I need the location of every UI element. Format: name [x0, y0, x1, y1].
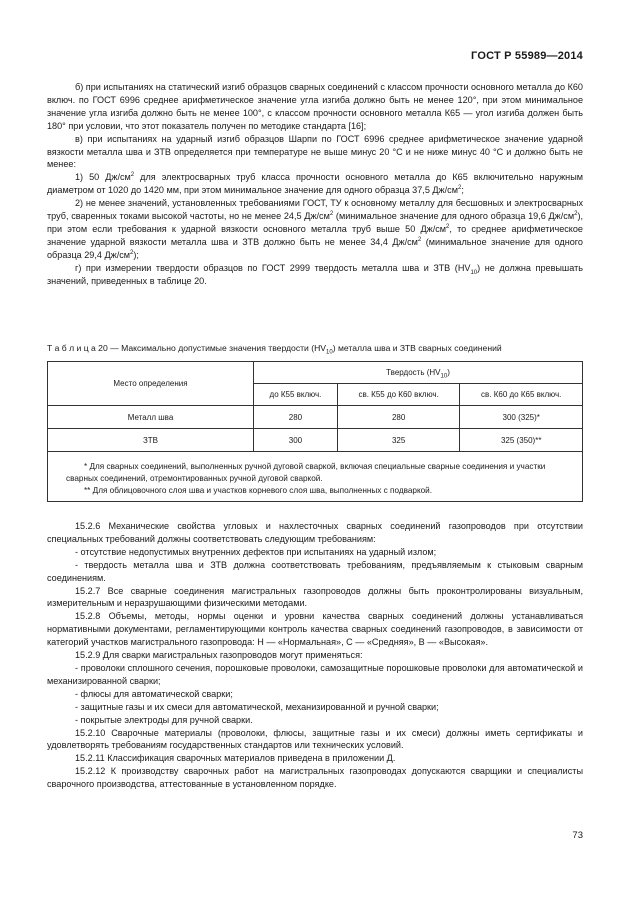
cell-value: 300 (325)* [460, 406, 583, 429]
paragraph-15-2-11: 15.2.11 Классификация сварочных материалов приведена в приложении Д. [75, 753, 396, 764]
document-header: ГОСТ Р 55989—2014 [471, 50, 583, 62]
paragraph-15-2-9: 15.2.9 Для сварки магистральных газопроводов могут применяться: [75, 650, 363, 661]
header-sub-1: до К55 включ. [254, 384, 338, 406]
table-note-2: ** Для облицовочного слоя шва и участков корневого слоя шва, выполненных с подваркой. [84, 486, 433, 495]
table-row [48, 406, 583, 429]
table-note-1: * Для сварных соединений, выполненных ручной дуговой сваркой, включая специальные сварные соединения и участки сварных соединений, отремонтированных ручной дуговой сваркой. [66, 462, 546, 483]
cell-value: 300 [254, 429, 338, 452]
table-notes [48, 452, 583, 502]
header-sub-3: св. К60 до К65 включ. [460, 384, 583, 406]
list-item: - защитные газы и их смеси для автоматической, механизированной и ручной сварки; [75, 701, 439, 712]
paragraph-15-2-6: 15.2.6 Механические свойства угловых и нахлесточных сварных соединений газопроводов при отсутствии специальных требований должны соответствовать следующим требованиям: [47, 521, 583, 544]
paragraph-15-2-10: 15.2.10 Сварочные материалы (проволоки, флюсы, защитные газы и их смеси) должны иметь сертификаты и удовлетворять требованиям государственных стандартов или технических условий. [47, 727, 583, 751]
top-text-block [47, 81, 583, 288]
paragraph-v: в) при испытаниях на ударный изгиб образцов Шарпи по ГОСТ 6996 среднее арифметическое значение ударной вязкости металла шва и ЗТВ определяется при температуре не выше минус 20 °С и не ниже минус 40 °С и должно быть не менее: [47, 133, 583, 170]
paragraph-b: б) при испытаниях на статический изгиб образцов сварных соединений с классом прочности основного металла до К60 включ. по ГОСТ 6996 среднее арифметическое значение угла изгиба должно быть не менее 120°, при этом минимальное значение угла изгиба должно быть не менее 100°, с классом прочности основного металла К65 — угол изгиба должен быть 180° при условии, что этот показатель получен по методике стандарта [16]; [47, 82, 583, 131]
list-item: - проволоки сплошного сечения, порошковые проволоки, самозащитные порошковые проволоки для автоматической и механизированной сварки; [47, 662, 583, 686]
list-item: - флюсы для автоматической сварки; [75, 688, 233, 699]
list-item: - отсутствие недопустимых внутренних дефектов при испытаниях на ударный излом; [75, 546, 437, 557]
header-hardness: Твердость $(HV_{10})$ [254, 362, 583, 384]
header-sub-2: св. К55 до К60 включ. [337, 384, 459, 406]
cell-place: ЗТВ [48, 429, 254, 452]
paragraph-g: г) при измерении твердости образцов по ГОСТ 2999 твердость металла шва и ЗТВ $(HV_{10})$ не должна превышать значений, приведенных в таблице 20. [47, 262, 583, 286]
table-caption: Т а б л и ц а 20 — Максимально допустимые значения твердости $(HV_{10})$ металла шва и ЗТВ сварных соединений [47, 343, 502, 356]
paragraph-15-2-12: 15.2.12 К производству сварочных работ на магистральных газопроводах допускаются сварщики и специалисты сварочного производства, аттестованные в установленном порядке. [47, 766, 583, 790]
cell-value: 280 [337, 406, 459, 429]
paragraph-v1: 1) 50 $Дж/см^2$ для электросварных труб класса прочности основного металла до К65 включительно наружным диаметром от 1020 до 1420 мм, при этом минимальное значение для одного образца 37,5 $Дж/см^2$; [47, 172, 583, 196]
paragraph-15-2-8: 15.2.8 Объемы, методы, нормы оценки и уровни качества сварных соединений должны устанавливаться нормативными документами, регламентирующими контроль качества сварных соединений газопроводов, в зависимости от категорий участков магистрального газопровода: Н — «Нормальная», С — «Средняя», В — «Высокая». [47, 611, 583, 648]
header-place: Место определения [48, 362, 254, 406]
page-number: 73 [572, 830, 583, 841]
cell-place: Металл шва [48, 406, 254, 429]
cell-value: 325 [337, 429, 459, 452]
hardness-table [47, 361, 583, 502]
paragraph-15-2-7: 15.2.7 Все сварные соединения магистральных газопроводов должны быть проконтролированы визуальным, измерительным и неразрушающими физическими методами. [47, 585, 583, 609]
table-row [48, 429, 583, 452]
list-item: - покрытые электроды для ручной сварки. [75, 714, 253, 725]
cell-value: 325 (350)** [460, 429, 583, 452]
bottom-text-block [47, 520, 583, 791]
list-item: - твердость металла шва и ЗТВ должна соответствовать требованиям, предъявляемым к стыковым сварным соединениям. [47, 559, 583, 583]
cell-value: 280 [254, 406, 338, 429]
paragraph-v2: 2) не менее значений, установленных требованиями ГОСТ, ТУ к основному металлу для бесшовных и электросварных труб, сваренных токами высокой частоты, но не менее 24,5 $Дж/см^2$ (минимальное значение для одного образца 19,6 $Дж/см^2$), при этом если требования к ударной вязкости основного металла труб выше 50 $Дж/см^2$, то среднее арифметическое значение ударной вязкости металла шва и ЗТВ должно быть не менее 34,4 $Дж/см^2$ (минимальное значение для одного образца 29,4 $Дж/см^2$); [47, 198, 583, 260]
